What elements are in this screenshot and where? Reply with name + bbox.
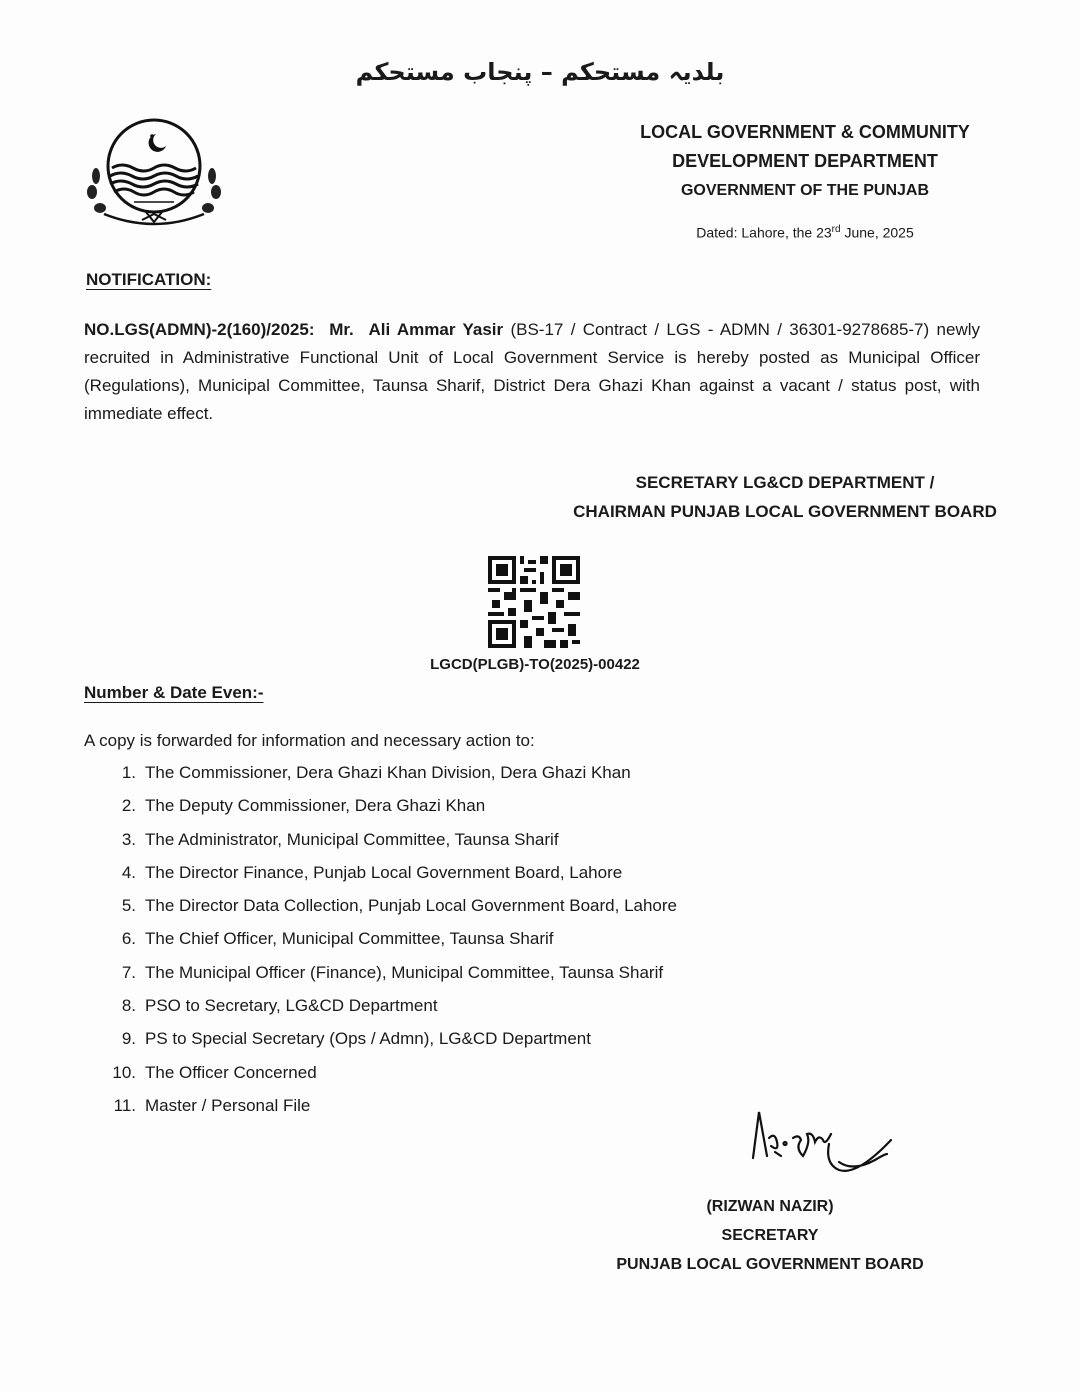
notification-text: newly recruited in Administrative Functional Unit of Local Government Service is hereby posted as Municipal Officer (Regulations), Municipal Committee, Taunsa Sharif, District Dera Ghazi Khan against a vacant / status post, with immediate effect. [84,320,980,423]
department-line-2: DEVELOPMENT DEPARTMENT [672,151,938,171]
salutation: Mr. [329,320,354,339]
notification-title: NOTIFICATION: [86,270,212,289]
distribution-item [100,760,677,793]
distribution-item-number: 9. [121,1029,136,1049]
officer-name: Ali Ammar Yasir [368,320,504,339]
signatory-organization: PUNJAB LOCAL GOVERNMENT BOARD [616,1256,924,1273]
primary-signatory [540,468,1030,526]
signatory-designation: SECRETARY [721,1227,819,1244]
distribution-item-number: 2. [121,796,136,816]
distribution-item-number: 7. [121,962,136,982]
distribution-item-text: PS to Special Secretary (Ops / Admn), LG&CD Department [145,1029,591,1049]
distribution-item-text: The Deputy Commissioner, Dera Ghazi Khan [145,796,486,816]
department-line-3: GOVERNMENT OF THE PUNJAB [680,182,929,199]
signature-icon [745,1108,895,1188]
dated-suffix: June, 2025 [840,224,914,241]
distribution-item-text: Master / Personal File [145,1095,311,1115]
distribution-item [100,793,677,826]
qr-code-icon [488,556,580,648]
distribution-item-number: 10. [112,1062,136,1082]
distribution-item [100,827,677,860]
distribution-item-text: The Commissioner, Dera Ghazi Khan Division, Dera Ghazi Khan [145,763,631,782]
distribution-item-number: 11. [113,1095,136,1115]
distribution-item-text: The Chief Officer, Municipal Committee, Taunsa Sharif [145,929,554,949]
distribution-item-number: 8. [121,996,136,1016]
number-date-heading: Number & Date Even:- [84,683,264,702]
distribution-item-number: 6. [121,929,136,949]
distribution-item-text: The Director Data Collection, Punjab Local Government Board, Lahore [145,896,678,916]
distribution-item-text: The Officer Concerned [145,1062,317,1082]
distribution-item-number: 5. [121,896,136,916]
distribution-item-text: The Director Finance, Punjab Local Government Board, Lahore [145,862,623,882]
notification-number: NO.LGS(ADMN)-2(160)/2025: [84,320,315,339]
distribution-item-text: The Administrator, Municipal Committee, Taunsa Sharif [145,829,559,849]
distribution-item-text: The Municipal Officer (Finance), Municipal Committee, Taunsa Sharif [145,962,664,982]
dated-line [640,224,970,241]
distribution-item [100,993,677,1026]
dated-sup: rd [831,224,841,235]
distribution-item [100,1026,677,1059]
distribution-list [100,760,677,1126]
distribution-item [100,960,677,993]
distribution-item-number: 3. [121,829,136,849]
distribution-item [100,1093,677,1126]
notification-body [84,316,980,428]
signatory-line-1: SECRETARY LG&CD DEPARTMENT / [635,473,935,492]
punjab-emblem-icon [84,116,224,232]
distribution-intro: A copy is forwarded for information and necessary action to: [84,731,535,750]
distribution-item [100,1060,677,1093]
signatory-name: (RIZWAN NAZIR) [706,1198,834,1215]
officer-details: (BS-17 / Contract / LGS - ADMN / 36301-9278685-7) [510,320,930,339]
distribution-item-text: PSO to Secretary, LG&CD Department [145,996,438,1016]
department-header [620,118,990,205]
department-line-1: LOCAL GOVERNMENT & COMMUNITY [640,122,970,142]
distribution-item [100,893,677,926]
distribution-item [100,860,677,893]
distribution-item-number: 4. [121,862,136,882]
signatory-line-2: CHAIRMAN PUNJAB LOCAL GOVERNMENT BOARD [573,502,997,521]
urdu-slogan: بلدیہ مستحکم – پنجاب مستحکم [355,58,725,86]
distribution-item-number: 1. [121,763,136,782]
dated-prefix: Dated: Lahore, the 23 [696,224,832,241]
qr-reference: LGCD(PLGB)-TO(2025)-00422 [430,656,640,673]
signature-block [600,1192,940,1279]
distribution-item [100,926,677,959]
